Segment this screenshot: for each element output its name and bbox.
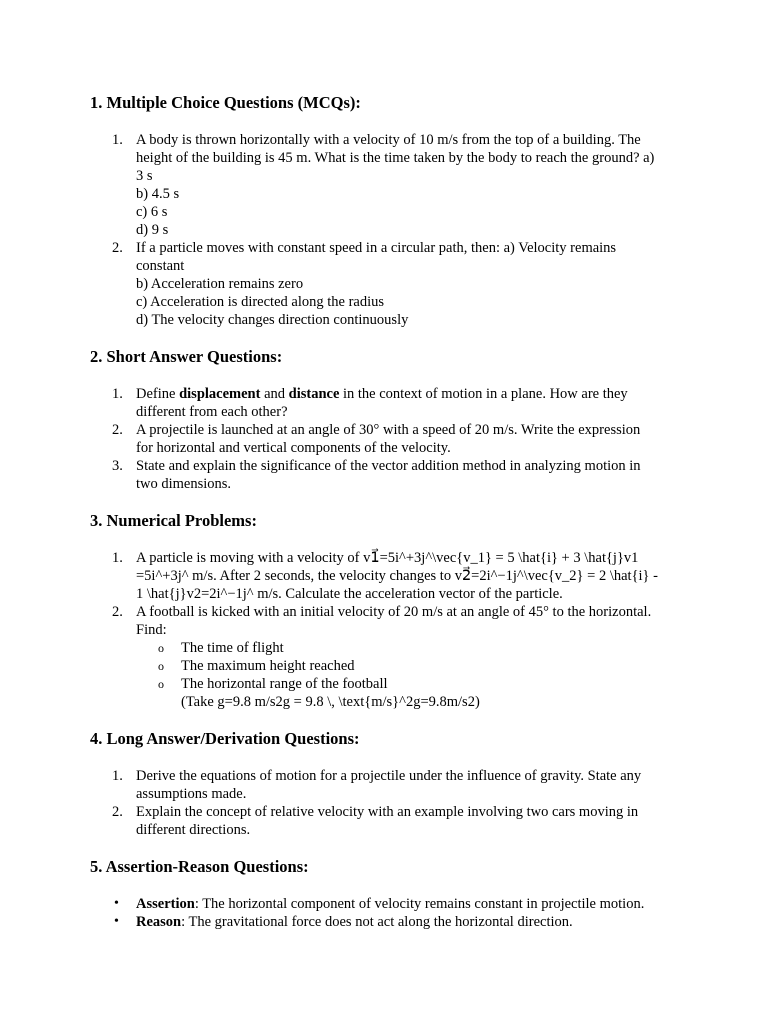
section-title: 4. Long Answer/Derivation Questions: xyxy=(90,729,360,748)
section-long-answer xyxy=(90,728,690,839)
question-text: constant xyxy=(136,258,185,274)
list-item xyxy=(90,549,690,603)
option-d: d) 9 s xyxy=(136,222,169,238)
question-text: A particle is moving with a velocity of v1⃗=5i^+3j^\vec{v_1} = 5 \hat{i} + 3 \hat{j}v1 xyxy=(136,550,639,566)
question-text: for horizontal and vertical components of the velocity. xyxy=(136,440,451,456)
item-number: 2. xyxy=(112,604,123,620)
sub-list-item xyxy=(90,675,690,693)
list-item xyxy=(90,385,690,421)
note-text: (Take g=9.8 m/s2g = 9.8 \, \text{m/s}^2g=9.8m/s2) xyxy=(181,694,480,710)
item-number: 2. xyxy=(112,240,123,256)
section-title: 1. Multiple Choice Questions (MCQs): xyxy=(90,93,361,112)
sub-list-item xyxy=(90,639,690,657)
question-text: State and explain the significance of the vector addition method in analyzing motion in xyxy=(136,458,641,474)
assertion-text: : The horizontal component of velocity remains constant in projectile motion. xyxy=(194,896,645,912)
question-list xyxy=(90,549,690,711)
question-text: Find: xyxy=(136,622,167,638)
bullet-icon: • xyxy=(114,896,119,911)
reason-label: Reason xyxy=(136,914,182,930)
option-b: b) 4.5 s xyxy=(136,186,180,202)
question-list xyxy=(90,131,690,329)
item-number: 1. xyxy=(112,132,123,148)
question-text: Explain the concept of relative velocity with an example involving two cars moving in xyxy=(136,804,639,820)
question-text: height of the building is 45 m. What is the time taken by the body to reach the ground? a) xyxy=(136,150,655,166)
text-run: and xyxy=(260,386,289,402)
item-number: 1. xyxy=(112,768,123,784)
section-title: 2. Short Answer Questions: xyxy=(90,347,283,366)
text-run: in the context of motion in a plane. How are they xyxy=(339,386,628,402)
question-list xyxy=(90,385,690,493)
option-c: c) Acceleration is directed along the radius xyxy=(136,294,385,310)
document-page xyxy=(90,92,690,948)
bold-term: distance xyxy=(288,386,340,402)
reason-text: : The gravitational force does not act along the horizontal direction. xyxy=(181,914,573,930)
item-number: 2. xyxy=(112,804,123,820)
question-text xyxy=(136,385,690,403)
question-list xyxy=(90,767,690,839)
list-item xyxy=(90,803,690,839)
option-b: b) Acceleration remains zero xyxy=(136,276,304,292)
section-title: 3. Numerical Problems: xyxy=(90,511,257,530)
question-text: 1 \hat{j}v2=2i^−1j^ m/s. Calculate the acceleration vector of the particle. xyxy=(136,586,563,602)
assertion-label: Assertion xyxy=(136,896,195,912)
sub-item-text: The time of flight xyxy=(181,640,284,656)
sub-item-text: The maximum height reached xyxy=(181,658,355,674)
question-text: assumptions made. xyxy=(136,786,247,802)
list-item xyxy=(90,603,690,711)
list-item xyxy=(90,457,690,493)
question-text: A football is kicked with an initial velocity of 20 m/s at an angle of 45° to the horizontal. xyxy=(136,604,652,620)
option-c: c) 6 s xyxy=(136,204,168,220)
bullet-list xyxy=(90,895,690,931)
list-item xyxy=(90,895,690,913)
sub-list-item xyxy=(90,657,690,675)
section-title: 5. Assertion-Reason Questions: xyxy=(90,857,309,876)
item-number: 2. xyxy=(112,422,123,438)
sub-item-text: The horizontal range of the football xyxy=(181,676,388,692)
section-mcq xyxy=(90,92,690,329)
section-assertion-reason xyxy=(90,856,690,931)
question-text: different from each other? xyxy=(136,404,288,420)
list-item xyxy=(90,131,690,239)
list-item xyxy=(90,913,690,931)
question-text: different directions. xyxy=(136,822,251,838)
sub-bullet-icon: o xyxy=(158,677,164,691)
question-text: two dimensions. xyxy=(136,476,232,492)
list-item xyxy=(90,767,690,803)
section-numerical xyxy=(90,510,690,711)
bullet-icon: • xyxy=(114,914,119,929)
question-text: A body is thrown horizontally with a velocity of 10 m/s from the top of a building. The xyxy=(136,132,641,148)
question-text: Derive the equations of motion for a projectile under the influence of gravity. State any xyxy=(136,768,642,784)
option-a: 3 s xyxy=(136,168,153,184)
sub-bullet-icon: o xyxy=(158,641,164,655)
text-run: Define xyxy=(136,386,180,402)
bold-term: displacement xyxy=(179,386,261,402)
sub-bullet-icon: o xyxy=(158,659,164,673)
item-number: 1. xyxy=(112,386,123,402)
item-number: 3. xyxy=(112,458,123,474)
question-text: A projectile is launched at an angle of 30° with a speed of 20 m/s. Write the expression xyxy=(136,422,641,438)
question-text: =5i^+3j^ m/s. After 2 seconds, the velocity changes to v2⃗=2i^−1j^\vec{v_2} = 2 \hat{i} - xyxy=(136,568,658,584)
sub-note xyxy=(90,693,690,711)
question-text: If a particle moves with constant speed in a circular path, then: a) Velocity remains xyxy=(136,240,617,256)
list-item xyxy=(90,421,690,457)
item-number: 1. xyxy=(112,550,123,566)
option-d: d) The velocity changes direction continuously xyxy=(136,312,409,328)
list-item xyxy=(90,239,690,329)
section-short-answer xyxy=(90,346,690,493)
